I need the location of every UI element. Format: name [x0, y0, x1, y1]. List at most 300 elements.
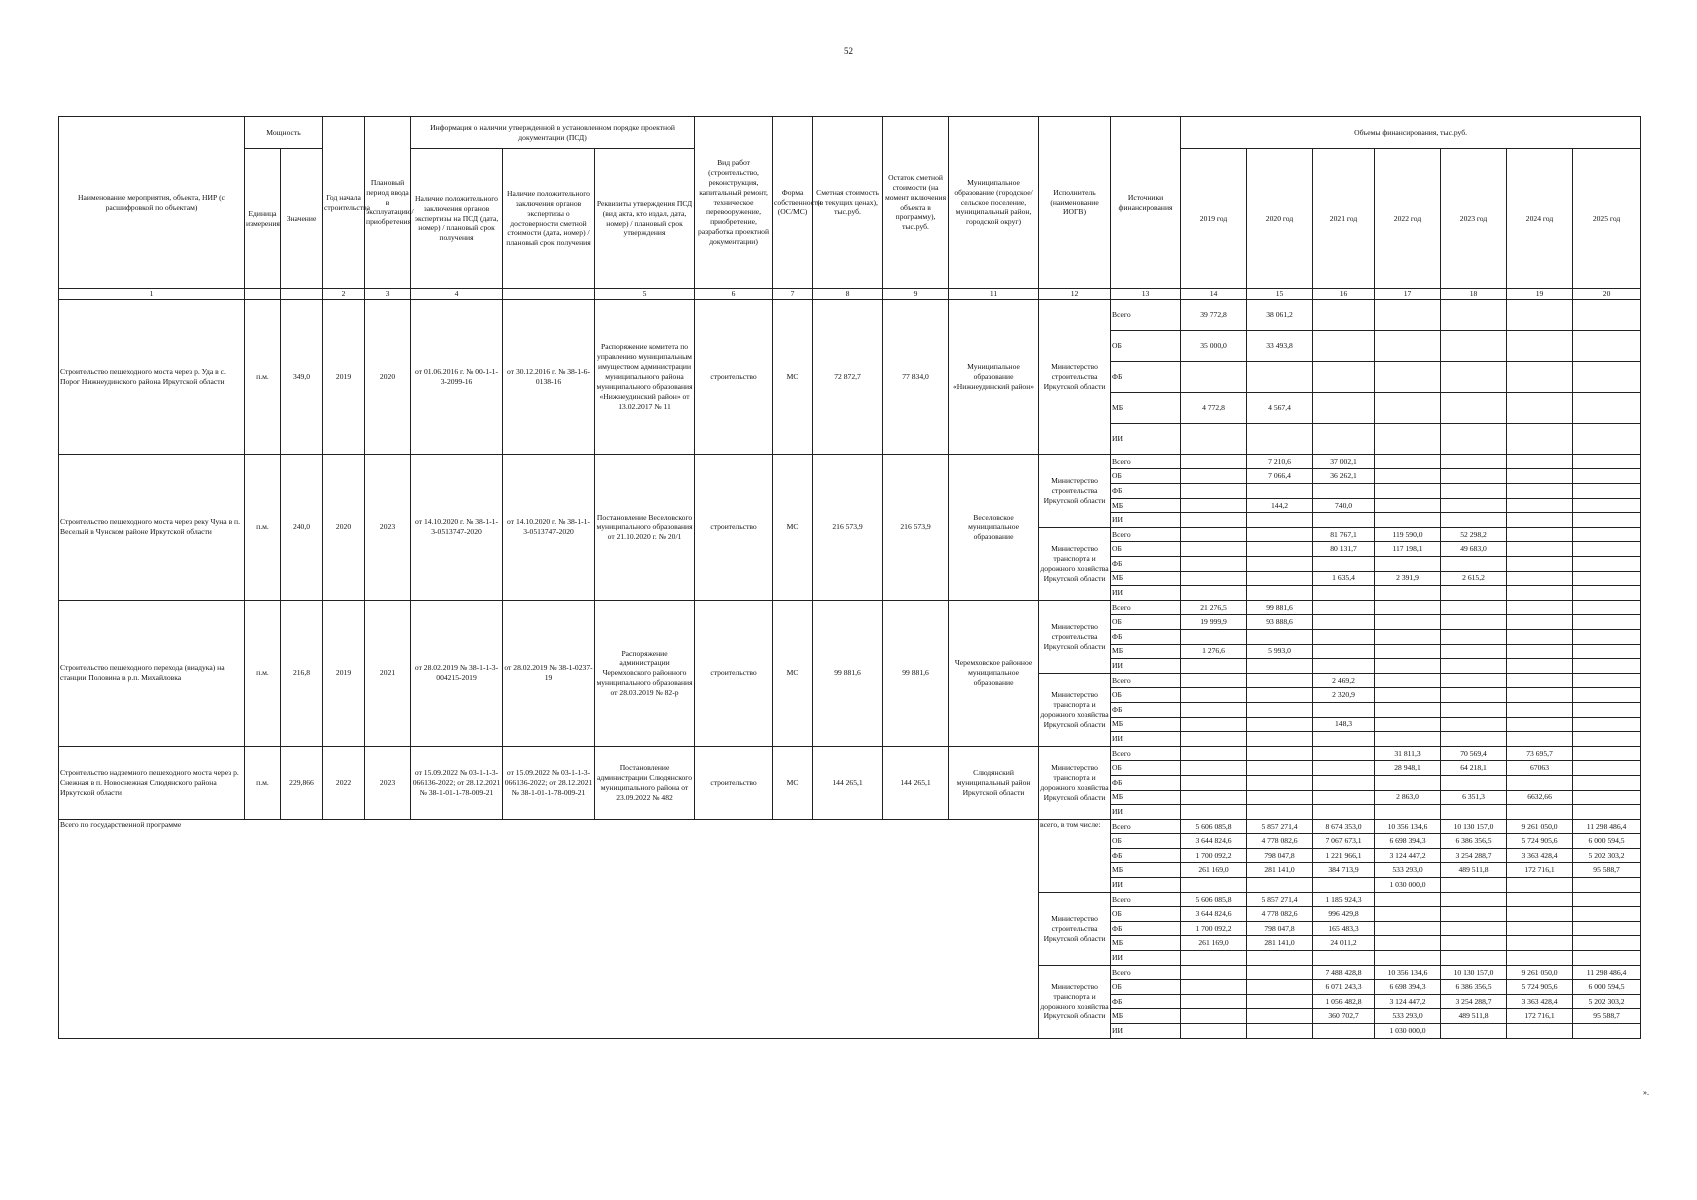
funding-source: ОБ [1111, 980, 1181, 995]
funding-value [1507, 921, 1573, 936]
header-year: 2025 год [1573, 149, 1641, 289]
funding-value [1181, 878, 1247, 893]
funding-source: Всего [1111, 673, 1181, 688]
object-psd-requisites: Постановление администрации Слюдянского муниципального района от 23.09.2022 № 482 [595, 746, 695, 819]
funding-value: 533 293,0 [1375, 863, 1441, 878]
funding-source: ОБ [1111, 330, 1181, 361]
funding-value: 1 030 000,0 [1375, 878, 1441, 893]
funding-value [1247, 673, 1313, 688]
funding-value [1375, 717, 1441, 732]
funding-value [1181, 542, 1247, 557]
funding-value [1181, 965, 1247, 980]
funding-value: 3 254 288,7 [1441, 848, 1507, 863]
table-row [59, 454, 1641, 469]
funding-value [1573, 513, 1641, 528]
header-remaining: Остаток сметной стоимости (на момент включения объекта в программу), тыс.руб. [883, 117, 949, 289]
funding-value [1441, 498, 1507, 513]
funding-value: 5 724 905,6 [1507, 834, 1573, 849]
funding-value [1247, 571, 1313, 586]
funding-value: 119 590,0 [1375, 527, 1441, 542]
funding-source: Всего [1111, 819, 1181, 834]
funding-value [1181, 980, 1247, 995]
funding-value [1313, 299, 1375, 330]
object-work-type: строительство [695, 746, 773, 819]
funding-value [1181, 659, 1247, 674]
funding-source: Всего [1111, 600, 1181, 615]
funding-value [1375, 673, 1441, 688]
object-start-year: 2022 [323, 746, 365, 819]
object-work-type: строительство [695, 299, 773, 454]
funding-value: 996 429,8 [1313, 907, 1375, 922]
funding-value [1507, 557, 1573, 572]
funding-value [1247, 805, 1313, 820]
funding-value [1573, 615, 1641, 630]
object-commission-year: 2023 [365, 746, 411, 819]
object-name: Строительство пешеходного перехода (виадука) на станции Половина в р.п. Михайловка [59, 600, 245, 746]
funding-value [1375, 330, 1441, 361]
funding-value [1573, 892, 1641, 907]
funding-value: 3 124 447,2 [1375, 994, 1441, 1009]
funding-value [1375, 484, 1441, 499]
funding-value: 6 000 594,5 [1573, 980, 1641, 995]
header-funding: Объемы финансирования, тыс.руб. [1181, 117, 1641, 149]
funding-value [1313, 629, 1375, 644]
funding-value [1181, 805, 1247, 820]
funding-value [1573, 361, 1641, 392]
program-table [58, 116, 1641, 1039]
funding-source: ИИ [1111, 586, 1181, 601]
object-unit: п.м. [245, 454, 281, 600]
funding-value [1573, 790, 1641, 805]
funding-value [1573, 423, 1641, 454]
funding-value [1573, 454, 1641, 469]
column-number: 11 [949, 289, 1039, 300]
funding-source: МБ [1111, 392, 1181, 423]
header-row [59, 117, 1641, 149]
funding-value: 1 030 000,0 [1375, 1024, 1441, 1039]
funding-value [1181, 527, 1247, 542]
funding-value: 6632,66 [1507, 790, 1573, 805]
funding-value [1507, 330, 1573, 361]
object-start-year: 2019 [323, 299, 365, 454]
funding-source: ОБ [1111, 834, 1181, 849]
funding-source: ИИ [1111, 423, 1181, 454]
funding-value: 489 511,8 [1441, 1009, 1507, 1024]
funding-value [1247, 732, 1313, 747]
object-name: Строительство надземного пешеходного моста через р. Снежная в п. Новоснежная Слюдянского района Иркутской области [59, 746, 245, 819]
funding-value: 9 261 050,0 [1507, 965, 1573, 980]
executor-name: Министерство транспорта и дорожного хозяйства Иркутской области [1039, 965, 1111, 1038]
funding-value [1507, 936, 1573, 951]
funding-value [1313, 951, 1375, 966]
funding-source: ФБ [1111, 484, 1181, 499]
funding-source: Всего [1111, 892, 1181, 907]
funding-value [1441, 659, 1507, 674]
funding-value: 1 635,4 [1313, 571, 1375, 586]
funding-value [1507, 659, 1573, 674]
funding-value: 64 218,1 [1441, 761, 1507, 776]
funding-value: 95 588,7 [1573, 1009, 1641, 1024]
funding-value [1375, 586, 1441, 601]
funding-value [1441, 513, 1507, 528]
funding-value [1247, 775, 1313, 790]
object-estimate: 216 573,9 [813, 454, 883, 600]
funding-value: 3 363 428,4 [1507, 848, 1573, 863]
funding-value: 4 778 082,6 [1247, 907, 1313, 922]
column-number [281, 289, 323, 300]
funding-value [1573, 805, 1641, 820]
funding-value [1313, 805, 1375, 820]
funding-value [1441, 673, 1507, 688]
funding-value [1313, 423, 1375, 454]
funding-value [1441, 717, 1507, 732]
funding-value [1313, 644, 1375, 659]
funding-value: 261 169,0 [1181, 863, 1247, 878]
column-number: 7 [773, 289, 813, 300]
funding-value [1247, 761, 1313, 776]
header-year: 2020 год [1247, 149, 1313, 289]
funding-value [1507, 586, 1573, 601]
end-mark: ». [1643, 1088, 1649, 1097]
object-psd-requisites: Распоряжение администрации Черемховского районного муниципального образования от 28.03.2019 № 82-р [595, 600, 695, 746]
funding-value: 35 000,0 [1181, 330, 1247, 361]
column-number: 13 [1111, 289, 1181, 300]
funding-value [1573, 1024, 1641, 1039]
funding-value [1507, 454, 1573, 469]
funding-value: 148,3 [1313, 717, 1375, 732]
funding-value: 1 185 924,3 [1313, 892, 1375, 907]
object-work-type: строительство [695, 454, 773, 600]
funding-value [1441, 732, 1507, 747]
column-number: 19 [1507, 289, 1573, 300]
funding-value [1507, 629, 1573, 644]
funding-value [1375, 805, 1441, 820]
funding-value: 9 261 050,0 [1507, 819, 1573, 834]
funding-value [1375, 423, 1441, 454]
funding-value [1573, 746, 1641, 761]
object-ownership: МС [773, 454, 813, 600]
funding-value [1507, 775, 1573, 790]
header-commission: Плановый период ввода в эксплуатацию/приобретения [365, 117, 411, 289]
executor-name: Министерство строительства Иркутской области [1039, 600, 1111, 673]
funding-value [1573, 299, 1641, 330]
header-year: 2021 год [1313, 149, 1375, 289]
funding-value: 6 386 356,5 [1441, 834, 1507, 849]
funding-value: 38 061,2 [1247, 299, 1313, 330]
object-psd-expert: от 28.02.2019 № 38-1-1-3-004215-2019 [411, 600, 503, 746]
funding-value [1507, 484, 1573, 499]
funding-source: ИИ [1111, 513, 1181, 528]
funding-source: ИИ [1111, 659, 1181, 674]
funding-value [1181, 702, 1247, 717]
funding-value: 8 674 353,0 [1313, 819, 1375, 834]
funding-value: 10 130 157,0 [1441, 965, 1507, 980]
funding-value: 5 857 271,4 [1247, 892, 1313, 907]
object-estimate: 72 872,7 [813, 299, 883, 454]
funding-value: 6 351,3 [1441, 790, 1507, 805]
funding-value [1181, 469, 1247, 484]
funding-value: 93 888,6 [1247, 615, 1313, 630]
funding-value [1573, 688, 1641, 703]
funding-source: МБ [1111, 498, 1181, 513]
funding-value: 10 356 134,6 [1375, 965, 1441, 980]
funding-value: 21 276,5 [1181, 600, 1247, 615]
funding-value [1247, 965, 1313, 980]
funding-value [1441, 892, 1507, 907]
funding-value: 52 298,2 [1441, 527, 1507, 542]
funding-value [1181, 1009, 1247, 1024]
funding-value: 31 811,3 [1375, 746, 1441, 761]
funding-value [1441, 688, 1507, 703]
funding-value [1375, 299, 1441, 330]
funding-source: ОБ [1111, 907, 1181, 922]
funding-source: ФБ [1111, 557, 1181, 572]
executor-name: Министерство строительства Иркутской области [1039, 454, 1111, 527]
funding-value [1375, 557, 1441, 572]
funding-value [1441, 907, 1507, 922]
funding-value: 6 071 243,3 [1313, 980, 1375, 995]
funding-value [1181, 586, 1247, 601]
funding-value [1573, 571, 1641, 586]
column-number: 1 [59, 289, 245, 300]
object-psd-expert: от 01.06.2016 г. № 00-1-1-3-2099-16 [411, 299, 503, 454]
executor-name: Министерство строительства Иркутской области [1039, 892, 1111, 965]
header-work-type: Вид работ (строительство, реконструкция, капитальный ремонт, техническое перевооружение, приобретение, разработка проектной документации) [695, 117, 773, 289]
column-number: 4 [411, 289, 503, 300]
executor-name: Министерство транспорта и дорожного хозяйства Иркутской области [1039, 527, 1111, 600]
funding-value [1573, 907, 1641, 922]
funding-value [1375, 513, 1441, 528]
executor-name: всего, в том числе: [1039, 819, 1111, 892]
funding-value: 281 141,0 [1247, 863, 1313, 878]
object-ownership: МС [773, 600, 813, 746]
funding-value: 4 778 082,6 [1247, 834, 1313, 849]
funding-value: 6 698 394,3 [1375, 834, 1441, 849]
funding-value [1507, 702, 1573, 717]
header-capacity: Мощность [245, 117, 323, 149]
funding-value [1313, 1024, 1375, 1039]
funding-value [1507, 469, 1573, 484]
funding-value [1573, 732, 1641, 747]
funding-value [1313, 878, 1375, 893]
object-psd-requisites: Распоряжение комитета по управлению муниципальным имуществом администрации муниципального района муниципального образования «Нижнеудинский район» от 13.02.2017 № 11 [595, 299, 695, 454]
funding-value [1181, 571, 1247, 586]
funding-value [1181, 498, 1247, 513]
funding-value [1375, 392, 1441, 423]
funding-value [1441, 702, 1507, 717]
funding-value: 1 700 092,2 [1181, 848, 1247, 863]
header-year: 2022 год [1375, 149, 1441, 289]
header-unit: Единица измерения [245, 149, 281, 289]
column-number: 2 [323, 289, 365, 300]
funding-value [1573, 921, 1641, 936]
object-unit: п.м. [245, 746, 281, 819]
header-psd-requisites: Реквизиты утверждения ПСД (вид акта, кто издал, дата, номер) / плановый срок утверждения [595, 149, 695, 289]
header-year: 2019 год [1181, 149, 1247, 289]
funding-value [1181, 423, 1247, 454]
funding-value [1441, 951, 1507, 966]
object-cost-expert: от 30.12.2016 г. № 38-1-6-0138-16 [503, 299, 595, 454]
funding-value [1507, 688, 1573, 703]
funding-value [1313, 746, 1375, 761]
funding-value [1507, 527, 1573, 542]
funding-value [1247, 659, 1313, 674]
funding-value: 2 469,2 [1313, 673, 1375, 688]
funding-value [1313, 615, 1375, 630]
funding-value [1247, 484, 1313, 499]
funding-value: 3 124 447,2 [1375, 848, 1441, 863]
header-sources: Источники финансирования [1111, 117, 1181, 289]
funding-source: МБ [1111, 644, 1181, 659]
funding-source: МБ [1111, 936, 1181, 951]
funding-value: 798 047,8 [1247, 921, 1313, 936]
funding-value [1247, 513, 1313, 528]
funding-value: 5 993,0 [1247, 644, 1313, 659]
object-municipality: Слюдянский муниципальный район Иркутской области [949, 746, 1039, 819]
funding-value [1573, 629, 1641, 644]
funding-value: 7 066,4 [1247, 469, 1313, 484]
funding-value [1181, 454, 1247, 469]
funding-value [1573, 586, 1641, 601]
object-ownership: МС [773, 746, 813, 819]
funding-value [1247, 790, 1313, 805]
funding-value [1375, 732, 1441, 747]
object-psd-requisites: Постановление Веселовского муниципального образования от 21.10.2020 г. № 20/1 [595, 454, 695, 600]
funding-value [1313, 330, 1375, 361]
funding-value [1573, 557, 1641, 572]
object-municipality: Муниципальное образование «Нижнеудинский район» [949, 299, 1039, 454]
funding-value [1507, 299, 1573, 330]
executor-name: Министерство строительства Иркутской области [1039, 299, 1111, 454]
table-row [59, 299, 1641, 330]
object-estimate: 99 881,6 [813, 600, 883, 746]
funding-value [1247, 361, 1313, 392]
funding-source: Всего [1111, 454, 1181, 469]
funding-value [1573, 702, 1641, 717]
column-number [503, 289, 595, 300]
funding-value [1313, 732, 1375, 747]
funding-value [1507, 717, 1573, 732]
funding-value [1507, 892, 1573, 907]
table-row [59, 600, 1641, 615]
funding-value [1375, 644, 1441, 659]
column-number-row [59, 289, 1641, 300]
funding-value [1247, 717, 1313, 732]
funding-value: 5 857 271,4 [1247, 819, 1313, 834]
funding-value [1247, 1009, 1313, 1024]
funding-value [1441, 615, 1507, 630]
funding-value [1313, 513, 1375, 528]
object-cost-expert: от 14.10.2020 г. № 38-1-1-3-0513747-2020 [503, 454, 595, 600]
funding-value [1313, 761, 1375, 776]
funding-value [1507, 600, 1573, 615]
funding-value [1181, 629, 1247, 644]
funding-value: 261 169,0 [1181, 936, 1247, 951]
funding-source: ИИ [1111, 951, 1181, 966]
object-start-year: 2020 [323, 454, 365, 600]
funding-value [1375, 702, 1441, 717]
column-number [245, 289, 281, 300]
funding-value [1181, 717, 1247, 732]
header-name: Наименование мероприятия, объекта, НИР (с расшифровкой по объектам) [59, 117, 245, 289]
funding-value [1507, 907, 1573, 922]
object-estimate: 144 265,1 [813, 746, 883, 819]
funding-source: ОБ [1111, 469, 1181, 484]
funding-value: 1 700 092,2 [1181, 921, 1247, 936]
funding-value [1441, 454, 1507, 469]
funding-value [1573, 644, 1641, 659]
funding-value: 117 198,1 [1375, 542, 1441, 557]
funding-value [1441, 936, 1507, 951]
funding-value [1247, 527, 1313, 542]
funding-source: МБ [1111, 571, 1181, 586]
funding-value [1247, 1024, 1313, 1039]
funding-value [1313, 659, 1375, 674]
object-psd-expert: от 15.09.2022 № 03-1-1-3-066136-2022; от 28.12.2021 № 38-1-01-1-78-009-21 [411, 746, 503, 819]
funding-value [1573, 761, 1641, 776]
funding-value: 2 391,9 [1375, 571, 1441, 586]
funding-value: 80 131,7 [1313, 542, 1375, 557]
funding-value [1573, 469, 1641, 484]
column-number: 6 [695, 289, 773, 300]
funding-value [1573, 775, 1641, 790]
funding-value [1573, 717, 1641, 732]
funding-source: ФБ [1111, 361, 1181, 392]
funding-value [1181, 673, 1247, 688]
header-executor: Исполнитель (наименование ИОГВ) [1039, 117, 1111, 289]
funding-value [1181, 361, 1247, 392]
header-start-year: Год начала строительства [323, 117, 365, 289]
funding-value [1247, 557, 1313, 572]
funding-value [1441, 330, 1507, 361]
funding-value [1441, 361, 1507, 392]
funding-value [1375, 615, 1441, 630]
funding-value [1375, 600, 1441, 615]
object-start-year: 2019 [323, 600, 365, 746]
object-remaining: 99 881,6 [883, 600, 949, 746]
funding-value [1507, 542, 1573, 557]
funding-value [1507, 878, 1573, 893]
object-remaining: 216 573,9 [883, 454, 949, 600]
column-number: 3 [365, 289, 411, 300]
totals-label: Всего по государственной программе [59, 819, 1039, 1038]
funding-value [1507, 513, 1573, 528]
funding-value [1247, 980, 1313, 995]
funding-value [1181, 775, 1247, 790]
funding-value: 73 695,7 [1507, 746, 1573, 761]
funding-value: 5 202 303,2 [1573, 848, 1641, 863]
funding-source: ОБ [1111, 761, 1181, 776]
object-name: Строительство пешеходного моста через реку Чуна в п. Веселый в Чунском районе Иркутской области [59, 454, 245, 600]
funding-value: 1 056 482,8 [1313, 994, 1375, 1009]
funding-value: 10 356 134,6 [1375, 819, 1441, 834]
funding-value: 49 683,0 [1441, 542, 1507, 557]
funding-value: 360 702,7 [1313, 1009, 1375, 1024]
funding-value [1441, 921, 1507, 936]
funding-value [1375, 361, 1441, 392]
object-value: 229,866 [281, 746, 323, 819]
funding-value [1181, 790, 1247, 805]
object-name: Строительство пешеходного моста через р. Уда в с. Порог Нижнеудинского района Иркутской области [59, 299, 245, 454]
funding-value: 2 320,9 [1313, 688, 1375, 703]
funding-value: 533 293,0 [1375, 1009, 1441, 1024]
object-work-type: строительство [695, 600, 773, 746]
funding-value [1441, 600, 1507, 615]
funding-value [1441, 484, 1507, 499]
funding-source: ФБ [1111, 921, 1181, 936]
object-municipality: Веселовское муниципальное образование [949, 454, 1039, 600]
funding-value [1313, 361, 1375, 392]
